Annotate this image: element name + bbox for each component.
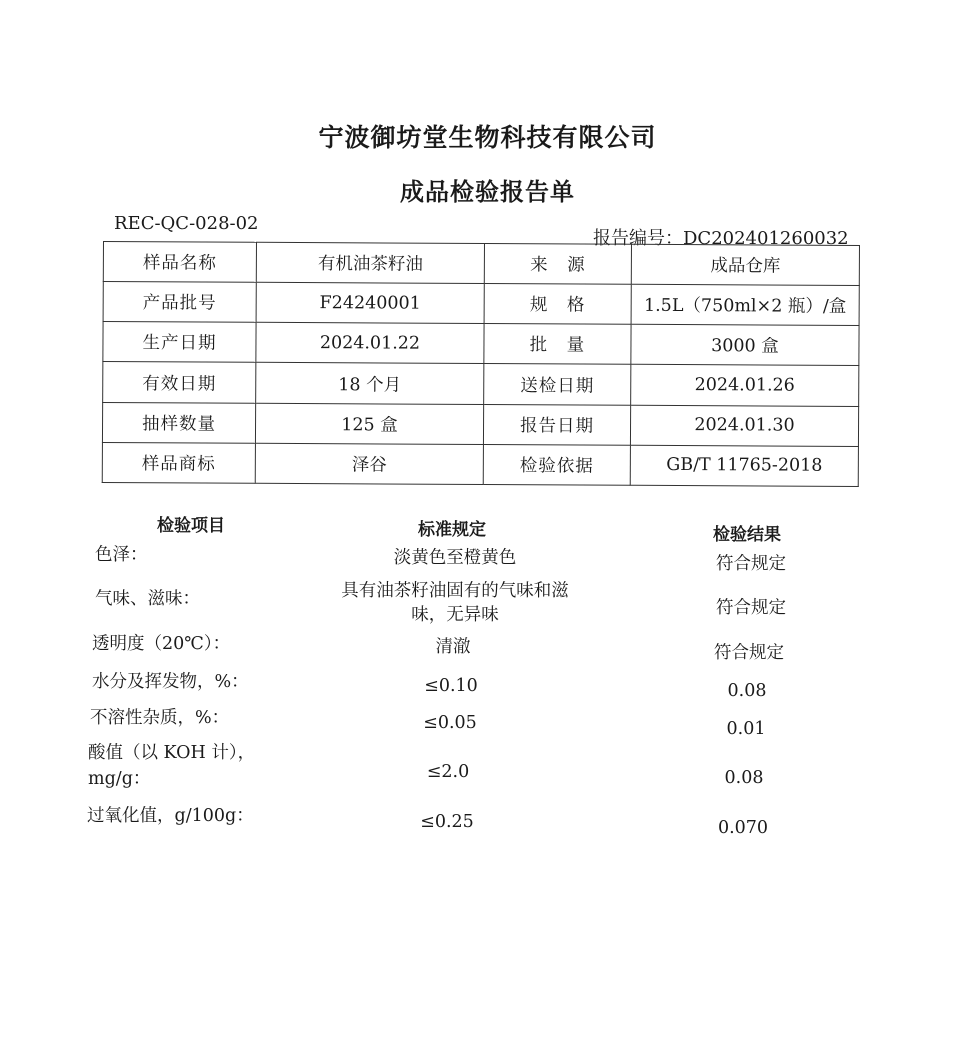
- result-header: 检验结果: [713, 525, 781, 545]
- result-acid-value: 0.08: [724, 768, 764, 788]
- standard-insoluble-impurities: ≤0.05: [423, 713, 477, 733]
- result-odor-taste: 符合规定: [716, 598, 786, 618]
- specification-value: 1.5L（750ml×2 瓶）/盒: [631, 284, 859, 325]
- shelf-life-label: 有效日期: [103, 362, 256, 403]
- table-row: [102, 442, 858, 486]
- table-row: [103, 362, 859, 406]
- item-clarity: 透明度（20℃）：: [92, 634, 231, 654]
- table-row: [103, 322, 859, 366]
- result-peroxide-value: 0.070: [717, 818, 769, 838]
- report-date-value: 2024.01.30: [630, 405, 858, 446]
- item-color: 色泽：: [95, 545, 148, 565]
- standard-odor-taste-line2: 味，无异味: [411, 605, 499, 625]
- standard-color: 淡黄色至橙黄色: [393, 548, 517, 568]
- result-clarity: 符合规定: [714, 643, 784, 663]
- sample-name-value: 有机油茶籽油: [256, 242, 484, 283]
- result-insoluble-impurities: 0.01: [726, 719, 766, 739]
- standard-acid-value: ≤2.0: [426, 762, 470, 782]
- form-code: REC-QC-028-02: [114, 213, 259, 234]
- standard-odor-taste-line1: 具有油茶籽油固有的气味和滋: [341, 581, 569, 601]
- submission-date-label: 送检日期: [484, 364, 631, 405]
- production-date-value: 2024.01.22: [256, 323, 484, 364]
- batch-number-label: 产品批号: [103, 282, 256, 323]
- trademark-value: 泽谷: [255, 443, 483, 484]
- shelf-life-value: 18 个月: [256, 363, 484, 404]
- batch-size-value: 3000 盒: [631, 325, 859, 366]
- trademark-label: 样品商标: [102, 442, 255, 483]
- batch-number-value: F24240001: [256, 282, 484, 323]
- sample-info-table: [102, 241, 860, 487]
- table-row: [103, 242, 859, 286]
- inspection-item-header: 检验项目: [157, 516, 225, 536]
- document-title: 成品检验报告单: [400, 178, 575, 206]
- standard-clarity: 清澈: [435, 637, 471, 657]
- item-acid-value-line2: mg/g：: [88, 769, 151, 789]
- result-color: 符合规定: [716, 554, 786, 574]
- company-name: 宁波御坊堂生物科技有限公司: [318, 123, 657, 152]
- batch-size-label: 批 量: [484, 324, 631, 365]
- item-insoluble-impurities: 不溶性杂质，%：: [90, 708, 230, 728]
- sample-quantity-value: 125 盒: [255, 403, 483, 444]
- test-basis-value: GB/T 11765-2018: [630, 445, 858, 486]
- test-basis-label: 检验依据: [483, 444, 630, 485]
- production-date-label: 生产日期: [103, 322, 256, 363]
- report-number: 报告编号：DC202401260032: [593, 228, 849, 249]
- item-peroxide-value: 过氧化值，g/100g：: [87, 806, 254, 826]
- result-moisture: 0.08: [727, 681, 767, 701]
- item-acid-value-line1: 酸值（以 KOH 计），: [88, 743, 256, 763]
- table-row: [102, 402, 858, 446]
- item-moisture: 水分及挥发物，%：: [92, 672, 249, 692]
- standard-moisture: ≤0.10: [424, 676, 478, 696]
- report-date-label: 报告日期: [483, 404, 630, 445]
- sample-quantity-label: 抽样数量: [102, 402, 255, 443]
- standard-peroxide-value: ≤0.25: [420, 812, 474, 832]
- item-odor-taste: 气味、滋味：: [95, 589, 200, 609]
- source-label: 来 源: [484, 243, 631, 284]
- standard-header: 标准规定: [418, 520, 486, 540]
- specification-label: 规 格: [484, 284, 631, 325]
- source-value: 成品仓库: [631, 244, 859, 285]
- sample-name-label: 样品名称: [103, 242, 256, 283]
- table-row: [103, 282, 859, 326]
- submission-date-value: 2024.01.26: [631, 365, 859, 406]
